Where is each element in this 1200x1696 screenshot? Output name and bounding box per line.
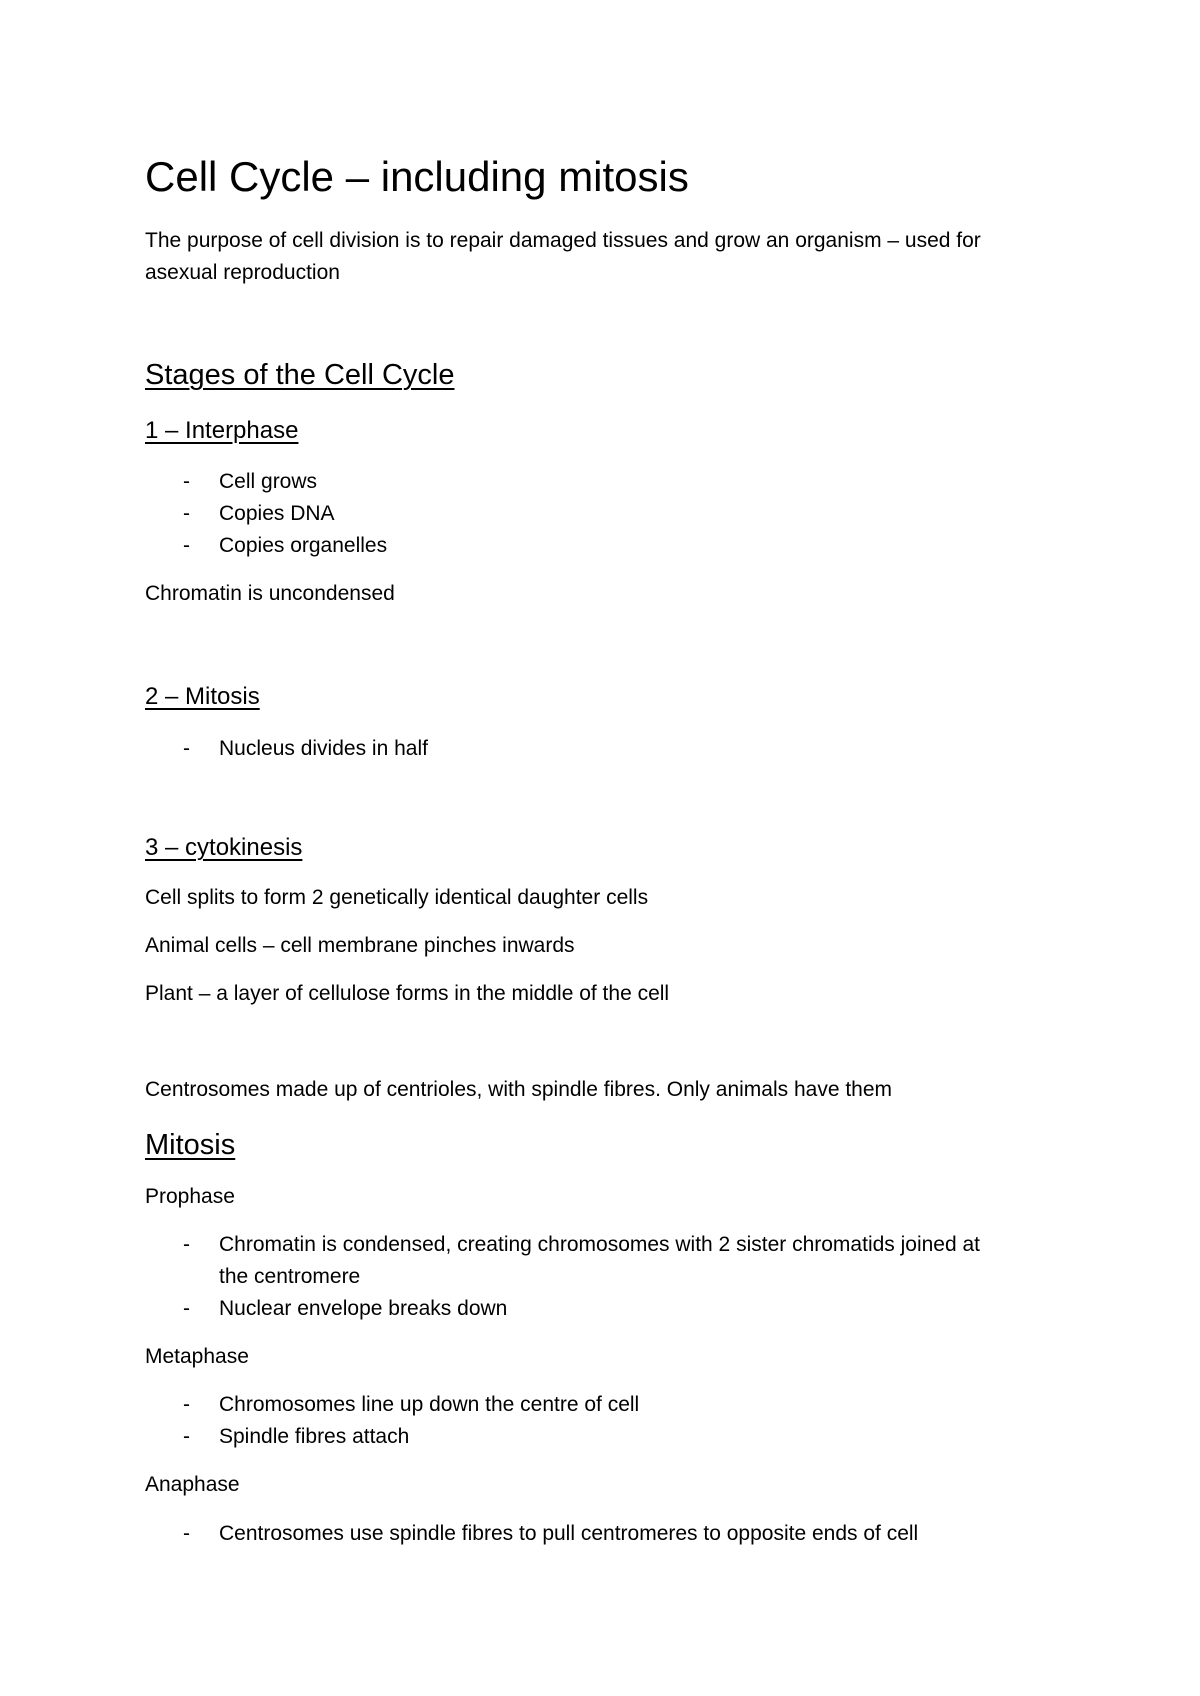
interphase-note: Chromatin is uncondensed [145,582,395,605]
interphase-bullet-2: Copies DNA [219,502,335,525]
intro-text-line-2: asexual reproduction [145,261,340,284]
bullet-dash: - [183,470,190,493]
metaphase-label: Metaphase [145,1345,249,1368]
anaphase-label: Anaphase [145,1473,240,1496]
interphase-bullet-1: Cell grows [219,470,318,493]
anaphase-bullet-1: Centrosomes use spindle fibres to pull centromeres to opposite ends of cell [219,1522,919,1545]
mitosis-stage-bullet-1: Nucleus divides in half [219,737,428,760]
prophase-bullet-1-line-2: the centromere [219,1265,361,1288]
bullet-dash: - [183,534,190,557]
bullet-dash: - [183,1425,190,1448]
metaphase-bullet-1: Chromosomes line up down the centre of cell [219,1393,640,1416]
cytokinesis-line-2: Animal cells – cell membrane pinches inwards [145,934,575,957]
bullet-dash: - [183,737,190,760]
bullet-dash: - [183,1297,190,1320]
mitosis-stage-heading: 2 – Mitosis [145,683,260,710]
interphase-bullet-3: Copies organelles [219,534,388,557]
metaphase-bullet-2: Spindle fibres attach [219,1425,410,1448]
prophase-bullet-1-line-1: Chromatin is condensed, creating chromosomes with 2 sister chromatids joined at [219,1233,981,1256]
cytokinesis-line-1: Cell splits to form 2 genetically identical daughter cells [145,886,649,909]
prophase-bullet-2: Nuclear envelope breaks down [219,1297,508,1320]
intro-text-line-1: The purpose of cell division is to repair damaged tissues and grow an organism – used for [145,229,981,252]
cytokinesis-heading: 3 – cytokinesis [145,834,303,861]
interphase-heading: 1 – Interphase [145,417,299,444]
document-title: Cell Cycle – including mitosis [145,153,689,200]
prophase-label: Prophase [145,1185,235,1208]
cytokinesis-line-3: Plant – a layer of cellulose forms in the middle of the cell [145,982,670,1005]
centrosomes-note: Centrosomes made up of centrioles, with spindle fibres. Only animals have them [145,1078,893,1101]
bullet-dash: - [183,1393,190,1416]
bullet-dash: - [183,1233,190,1256]
stages-heading: Stages of the Cell Cycle [145,359,455,391]
mitosis-heading: Mitosis [145,1129,236,1161]
bullet-dash: - [183,1522,190,1545]
bullet-dash: - [183,502,190,525]
